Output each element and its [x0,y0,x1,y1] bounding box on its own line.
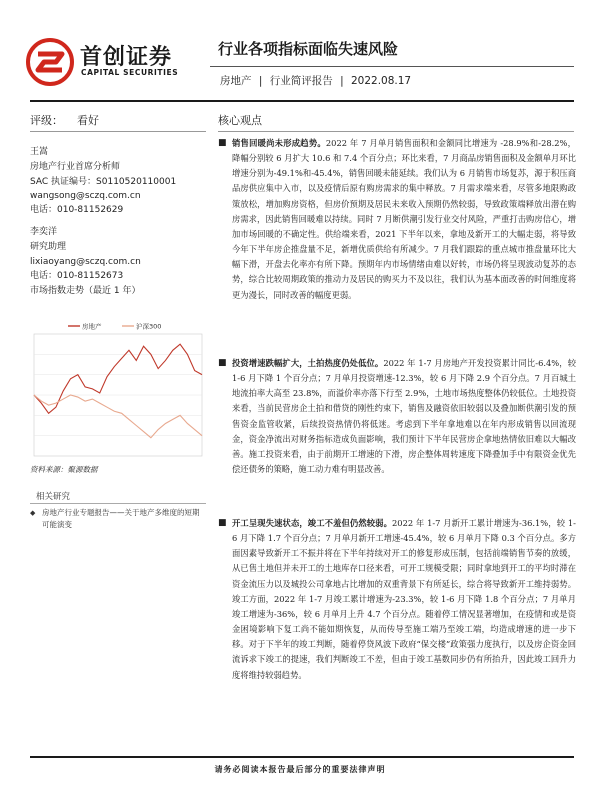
core-divider [218,131,574,132]
paragraph-lead: 销售回暖尚未形成趋势。 [232,138,326,148]
rating-label: 评级： [30,114,63,127]
chart-source: 资料来源：聚源数据 [30,465,98,474]
diamond-bullet-icon: ◆ [30,509,36,517]
brand-logo [26,38,206,88]
related-divider [30,503,206,504]
legal-notice: 请务必阅读本报告最后部分的重要法律声明 [214,765,386,774]
report-date: 2022.08.17 [350,75,412,87]
analyst-phone: 电话：010-81152629 [30,205,124,215]
assistant-email: lixiaoyang@sczq.com.cn [30,257,141,267]
paragraph-lead: 投资增速跌幅扩大，土拍热度仍处低位。 [232,358,384,368]
related-title: 相关研究 [36,492,71,502]
sector: 房地产 [220,75,252,87]
related-item-text: 房地产行业专题报告——关于地产多维度的短期可能演变 [42,508,200,529]
core-paragraph [232,516,576,683]
legend-label-real-estate: 房地产 [82,322,102,331]
report-subtitle [218,73,413,88]
separator: | [258,75,263,87]
rating-divider [30,131,206,132]
paragraph-text: 2022 年 1-7 月新开工累计增速为-36.1%，较 1-6 月下降 1.7 个百分点；7 月单月新开工增速-45.4%，较 6 月单月下降 0.3 个百分点。多方面因素导致新开工不振并将在下半年持续对开工的修复形成压制，包括前端销售节奏的放缓，从已售土地但并未开工的土地库存口径来看，可开工规模受限；同时拿地到开工的平均时滞在资金流压力以及城投公司拿地占比增加的双重背景下有所延长，综合将导致新开工维持弱势。竣工方面，2022 年 1-7 月竣工累计增速为-23.3%，较 1-6 月下降 1.8 个百分点；7 月单月竣工增速为-36%，较 6 月单月上升 4.7 个百分点。随着停工情况显著增加，在疫情和或是资金困境影响下复工尚不能如期恢复，从而传导至施工端乃至竣工端，均造成增速的进一步下移。对于下半年的竣工判断，随着停贷风波下政府“保交楼”政策强力度执行，以及房企资金回流诉求下竣工的提速，我们判断竣工不差，但由于竣工基数同步仍有所抬升，因此竣工回升力度将维持较弱趋势。 [232,518,576,680]
analyst-license: SAC 执证编号：S0110520110001 [30,177,177,187]
square-bullet-icon: ■ [218,358,227,368]
paragraph-lead: 开工呈现失速状态，竣工不羞但仍然较弱。 [232,518,393,528]
separator: | [340,75,344,87]
paragraph-text: 2022 年 1-7 月房地产开发投资累计同比-6.4%，较 1-6 月下降 1 个百分点；7 月单月投资增速-12.3%，较 6 月下降 2.9 个百分点。7 月百城土地流拍率大高至 23.8%，而溢价率亦落下行至 2.9%，土地市场热度整体仍较低位。土地投资来看，当前民营房企土拍和借贷的刚性约束下，销售及融资依旧较弱以及叠加断供潮引发的预售资金监管收紧，后续投资热情仍将低迷。考虑到下半年拿地难以在年内形成销售以回流现金，资金净流出对财务指标造成负面影响，我们预计下半年民营房企拿地热情依旧难以大幅改善。施工投资来看，由于前期开工增速的下滑，房企整体周转速度下降叠加手中有限资金优先偿还债务的策略，施工动力难有明显改善。 [232,358,576,475]
square-bullet-icon: ■ [218,518,227,528]
analyst-name: 王嵩 [30,147,49,157]
rating-value: 看好 [77,114,99,127]
assistant-title: 研究助理 [30,242,67,252]
report-type: 行业简评报告 [269,75,333,87]
analyst-email: wangsong@sczq.com.cn [30,191,141,201]
chart-title: 市场指数走势（最近 1 年） [30,286,141,296]
series-line-1 [34,395,202,438]
assistant-name: 李奕洋 [30,227,58,237]
brand-name-cn: 首创证券 [80,45,173,70]
rating [30,112,99,128]
core-views-title: 核心观点 [218,114,262,127]
footer-divider [30,756,574,758]
square-bullet-icon: ■ [218,138,227,148]
capital-securities-logo-icon [26,38,74,86]
chart-legend [68,322,161,331]
header-divider [210,66,574,67]
brand-name-en: CAPITAL SECURITIES [81,68,179,77]
index-trend-chart [30,316,206,462]
chart-grid [34,334,202,456]
chart-series [34,344,202,438]
paragraph-text: 2022 年 7 月单月销售面积和金额同比增速为 -28.9%和-28.2%，降幅分别较 6 月扩大 10.6 和 7.4 个百分点；环比来看，7 月商品房销售面积及金额单月环比增速分别为-49.1%和-45.4%，销售回暖未能延续。我们认为 6 月销售市场复苏，源于积压商品房供应集中入市，以及疫情后原有购房需求的集中释放。7 月需求端来看，尽管多地限购政策放松，增加购房资格，但房价预期及居民未来收入预期仍然较弱，导致政策端释放出潜在购房需求，因此销售回暖难以持续。同时 7 月断供潮引发行业交付风险，严重打击购房信心，增加市场回暖的不确定性。供给端来看，2021 下半年以来，拿地及新开工的大幅走弱，将导致今年下半年房企推盘量不足，新增优质供给有所减少。7 月我们跟踪的重点城市推盘量环比大幅下滑，开盘去化率亦有所下降。预期年内市场情绪由难以好转，市场仍将呈现波动复苏的态势，综合比较周期政策的推动力及居民的购买力不及以往，我们认为基本面改善的时间维度将更为漫长，同时改善的幅度更弱。 [232,138,576,300]
core-paragraph [232,356,576,477]
core-paragraph [232,136,576,303]
main-divider [30,100,574,102]
assistant-phone: 电话：010-81152673 [30,271,124,281]
legend-label-csi300: 沪深300 [136,322,162,331]
report-title: 行业各项指标面临失速风险 [218,40,399,58]
analyst-title: 房地产行业首席分析师 [30,162,121,172]
